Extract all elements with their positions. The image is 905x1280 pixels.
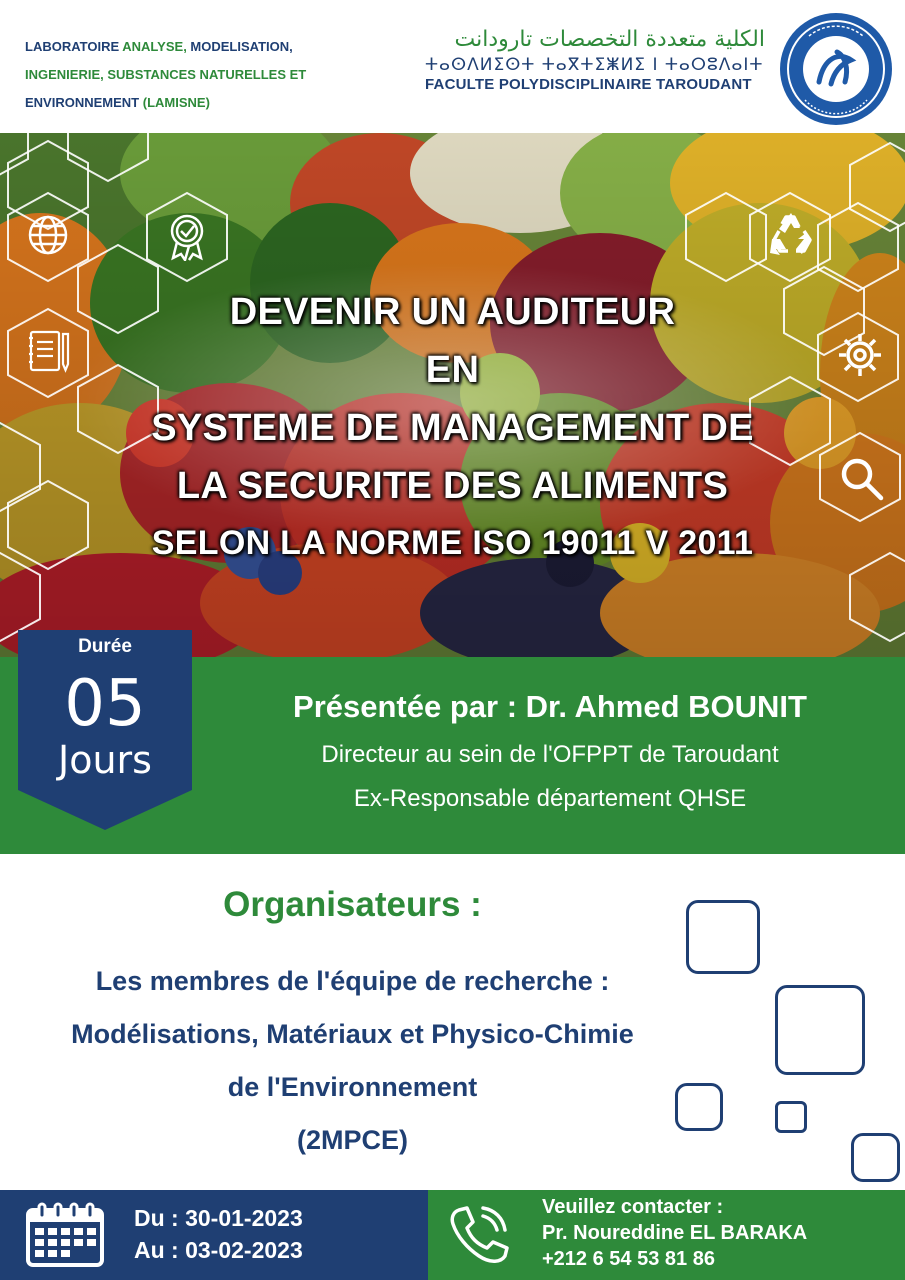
duration-value: 05	[64, 667, 146, 741]
duration-unit: Jours	[58, 738, 152, 782]
laboratory-name	[25, 33, 355, 117]
title-line: LA SECURITE DES ALIMENTS	[176, 465, 729, 507]
organisers-line: Modélisations, Matériaux et Physico-Chimie	[71, 1019, 634, 1049]
organisers-line: Les membres de l'équipe de recherche :	[95, 966, 610, 996]
lab-text: MODELISATION,	[186, 39, 293, 54]
recycle-icon	[766, 211, 816, 257]
footer-dates	[0, 1190, 428, 1280]
lab-acronym: (LAMISNE)	[142, 95, 210, 110]
hero-banner	[0, 133, 905, 657]
decorative-square	[851, 1133, 900, 1182]
lab-text: INGENIERIE, SUBSTANCES NATURELLES ET	[25, 67, 307, 82]
certificate-icon	[165, 211, 209, 261]
duration-label: Durée	[78, 636, 132, 657]
training-title	[0, 283, 905, 571]
footer-contact	[428, 1190, 905, 1280]
organisers-list	[0, 955, 705, 1167]
end-date: Au : 03-02-2023	[134, 1237, 303, 1263]
dates-block	[134, 1202, 303, 1266]
faculty-tifinagh-name: ⵜⴰⵙⴷⵍⵉⵙⵜ ⵜⴰⴳⵜⵉⵥⵍⵉ ⵏ ⵜⴰⵔⵓⴷⴰⵏⵜ	[425, 55, 764, 75]
contact-block	[542, 1194, 807, 1272]
organisers-title: Organisateurs :	[223, 885, 482, 924]
lab-text: ANALYSE,	[122, 39, 187, 54]
faculty-logo	[425, 26, 765, 93]
header	[0, 0, 905, 133]
university-seal-logo	[779, 12, 893, 126]
duration-badge	[18, 630, 192, 830]
lab-text: ENVIRONNEMENT	[25, 95, 143, 110]
presenter-role: Directeur au sein de l'OFPPT de Taroudant	[321, 741, 779, 768]
start-date: Du : 30-01-2023	[134, 1205, 303, 1231]
title-line: DEVENIR UN AUDITEUR	[229, 291, 676, 333]
title-line: SELON LA NORME ISO 19011 V 2011	[151, 524, 754, 562]
decorative-square	[686, 900, 760, 974]
decorative-square	[675, 1083, 723, 1131]
decorative-square	[775, 1101, 807, 1133]
organisers-line: (2MPCE)	[296, 1125, 408, 1155]
faculty-arabic-name: الكلية متعددة التخصصات تارودانت	[454, 27, 765, 52]
contact-label: Veuillez contacter :	[542, 1196, 724, 1218]
decorative-square	[775, 985, 865, 1075]
contact-phone[interactable]: +212 6 54 53 81 86	[542, 1248, 715, 1270]
contact-name: Pr. Noureddine EL BARAKA	[542, 1222, 808, 1244]
title-line: EN	[425, 349, 480, 391]
calendar-icon	[25, 1202, 105, 1268]
organisers-line: de l'Environnement	[227, 1072, 478, 1102]
faculty-french-name: FACULTE POLYDISCIPLINAIRE TAROUDANT	[425, 76, 752, 93]
presenter-name: Présentée par : Dr. Ahmed BOUNIT	[293, 689, 807, 724]
title-line: SYSTEME DE MANAGEMENT DE	[151, 407, 754, 449]
globe-icon	[26, 213, 70, 257]
lab-text: LABORATOIRE	[25, 39, 123, 54]
presenter-former-role: Ex-Responsable département QHSE	[353, 785, 747, 812]
presenter-info	[205, 685, 895, 821]
phone-icon	[445, 1202, 515, 1268]
